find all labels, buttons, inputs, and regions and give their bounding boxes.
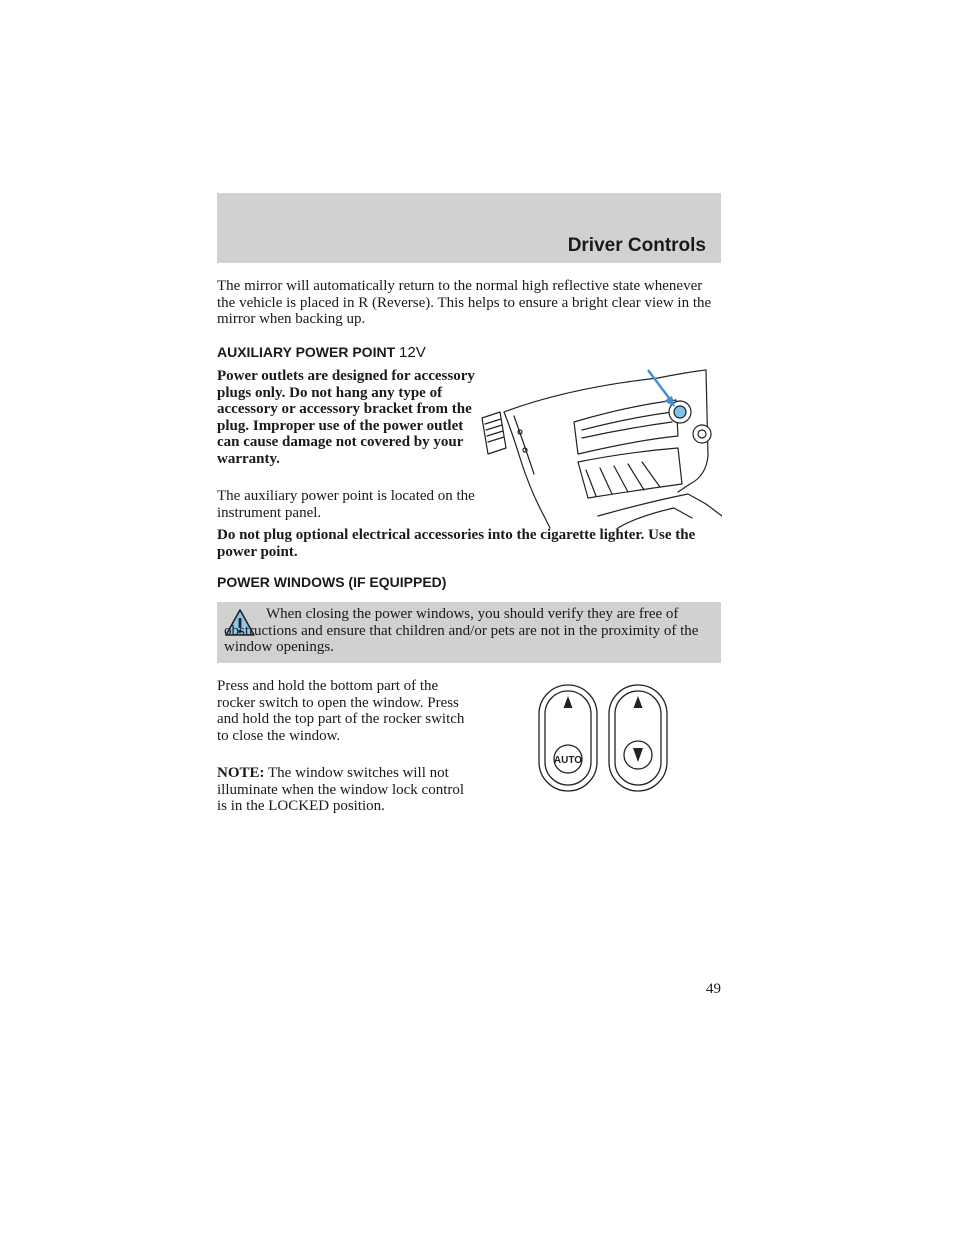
power-point-location: The auxiliary power point is located on the instrument panel. [217,488,475,521]
up-arrow-icon [634,696,643,708]
down-arrow-icon [633,748,643,762]
window-switch-illustration [536,682,670,794]
cigarette-lighter-warning: Do not plug optional electrical accessories into the cigarette lighter. Use the power point. [217,527,696,560]
section-heading-power-windows: POWER WINDOWS (IF EQUIPPED) [217,574,447,590]
caution-text: When closing the power windows, you should verify they are free of obstructions and ensure that children and/or pets are not in the proximity of the window openings. [224,606,699,655]
auto-label: AUTO [553,755,583,766]
note-label: NOTE: [217,765,265,781]
header-band [217,193,721,263]
power-outlet-warning: Power outlets are designed for accessory plugs only. Do not hang any type of accessory or accessory bracket from the plug. Improper use of the power outlet can cause damage not covered by your warranty. [217,368,475,467]
heading-voltage: 12V [399,344,426,361]
window-note [217,765,472,815]
page-number: 49 [706,981,721,997]
window-instructions: Press and hold the bottom part of the rocker switch to open the window. Press and hold the top part of the rocker switch to close the window. [217,678,465,744]
note-text: The window switches will not illuminate when the window lock control is in the LOCKED position. [217,765,465,814]
up-arrow-icon [564,696,573,708]
section-heading-auxiliary-power [217,344,426,361]
instrument-panel-illustration [478,366,722,530]
page-title: Driver Controls [567,235,706,256]
intro-paragraph: The mirror will automatically return to the normal high reflective state whenever the vehicle is placed in R (Reverse). This helps to ensure a bright clear view in the mirror when backing up. [217,278,712,327]
caution-box [217,602,721,663]
heading-text: AUXILIARY POWER POINT [217,344,396,360]
